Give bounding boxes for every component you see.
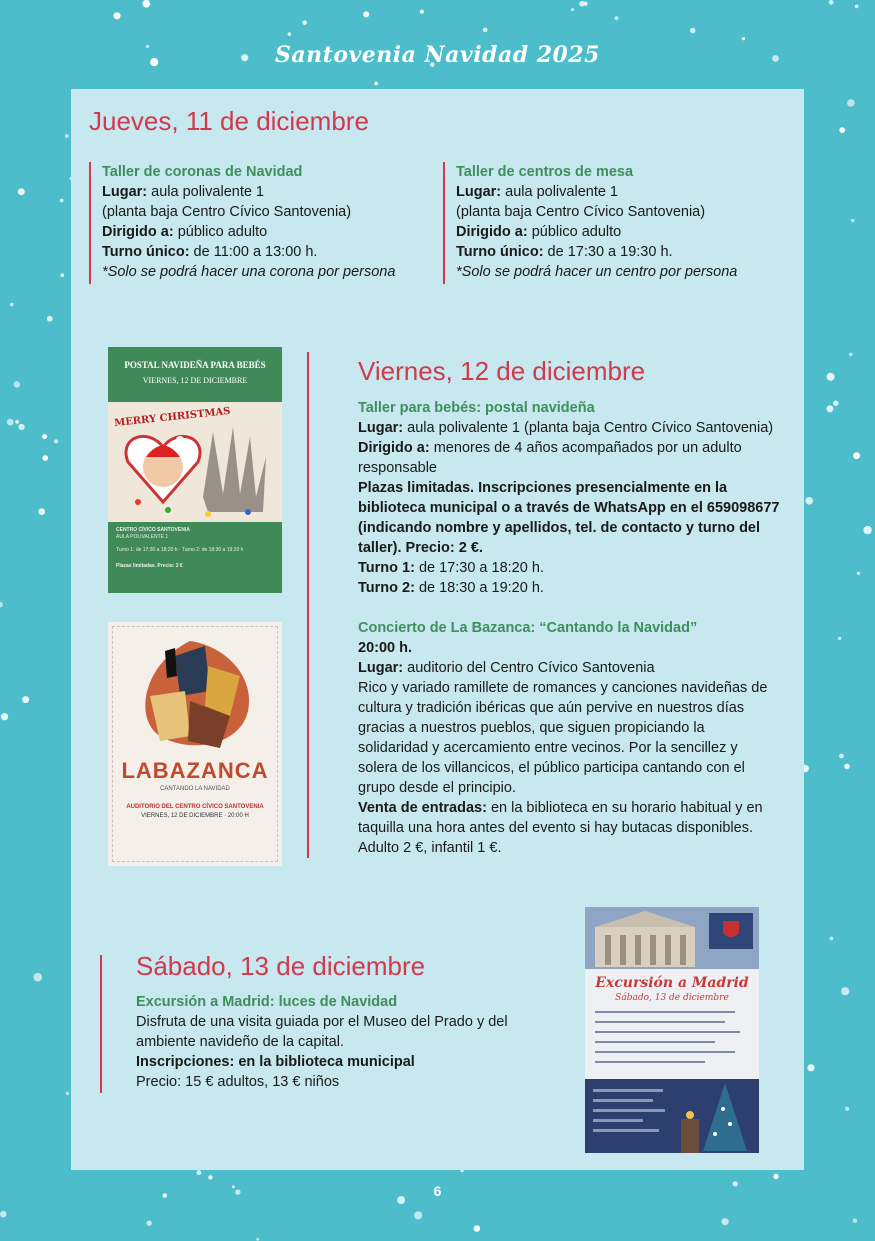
snowflake xyxy=(414,1211,422,1219)
snowflake xyxy=(863,526,871,534)
snowflake xyxy=(22,696,29,703)
snowflake xyxy=(773,1174,778,1179)
event-place xyxy=(456,182,776,202)
christmas-tree-illustration xyxy=(585,1079,759,1153)
snowflake xyxy=(571,8,574,11)
event-tickets xyxy=(358,798,776,858)
snowflake xyxy=(374,82,378,86)
event-note: *Solo se podrá hacer un centro por persona xyxy=(456,264,738,280)
friday-title: Viernes, 12 de diciembre xyxy=(358,356,646,386)
audience-value: menores de 4 años acompañados por un adulto responsable xyxy=(358,440,742,476)
la-bazanca-poster xyxy=(108,622,282,866)
poster-band-name: LABAZANCA xyxy=(121,758,269,783)
snowflake xyxy=(43,455,49,461)
snowflake xyxy=(288,32,291,35)
event-place-detail: (planta baja Centro Cívico Santovenia) xyxy=(456,204,706,220)
thursday-left-event xyxy=(102,162,432,282)
saturday-event xyxy=(136,992,536,1092)
snowflake xyxy=(845,1107,849,1111)
snowflake xyxy=(19,424,25,430)
event-description: Rico y variado ramillete de romances y canciones navideñas de cultura y tradición ibéricas que aún pervive en nuestros días gracias a nuestros pueblos, que siguen propiciando la solidaridad y acercamiento entre vecinos. Por la sencillez y solera de los villancicos, el público participa cantando con el grupo desde el principio. xyxy=(358,680,768,796)
place-label: Lugar: xyxy=(358,660,404,676)
event-heading: Concierto de La Bazanca: “Cantando la Navidad” xyxy=(358,620,698,636)
audience-label: Dirigido a: xyxy=(358,440,430,456)
snowflake xyxy=(1,713,8,720)
thursday-right-rule xyxy=(443,162,445,284)
slot-label: Turno único: xyxy=(102,244,190,260)
poster-info: Plazas limitadas. Precio: 2 € xyxy=(116,563,183,569)
event-slot xyxy=(102,242,432,262)
audience-label: Dirigido a: xyxy=(456,224,528,240)
snowflake xyxy=(829,0,834,5)
event-place-detail: (planta baja Centro Cívico Santovenia) xyxy=(102,204,352,220)
place-label: Lugar: xyxy=(102,184,148,200)
page-number: 6 xyxy=(433,1183,442,1199)
poster-venue: CENTRO CÍVICO SANTOVENIA xyxy=(116,527,190,533)
event-heading: Taller de coronas de Navidad xyxy=(102,164,303,180)
event-audience xyxy=(456,222,776,242)
poster-title: POSTAL NAVIDEÑA PARA BEBÉS xyxy=(124,360,266,370)
place-label: Lugar: xyxy=(358,420,404,436)
snowflake xyxy=(474,1225,481,1232)
slot-label: Turno 2: xyxy=(358,580,415,596)
snowflake xyxy=(256,1238,259,1241)
slot-value: de 18:30 a 19:20 h. xyxy=(414,580,544,596)
snowflake xyxy=(844,764,850,770)
snowflake xyxy=(10,303,14,307)
event-audience xyxy=(102,222,432,242)
saturday-title: Sábado, 13 de diciembre xyxy=(136,951,426,981)
event-heading: Taller de centros de mesa xyxy=(456,164,634,180)
poster-title: Excursión a Madrid xyxy=(595,975,749,991)
header-title: Santovenia Navidad 2025 xyxy=(275,42,600,68)
snowflake xyxy=(833,401,838,406)
snowflake xyxy=(420,10,424,14)
poster-text-line xyxy=(595,1031,740,1033)
poster-text-line xyxy=(595,1011,735,1013)
snowflake xyxy=(142,0,150,8)
poster-photo xyxy=(108,402,282,522)
poster-subtitle: CANTANDO LA NAVIDAD xyxy=(160,786,230,792)
snowflake xyxy=(742,37,745,40)
poster-date: VIERNES, 12 DE DICIEMBRE · 20:00 H xyxy=(141,813,249,819)
tickets-label: Venta de entradas: xyxy=(358,800,487,816)
place-value: auditorio del Centro Cívico Santovenia xyxy=(403,660,655,676)
tickets-value: en la biblioteca en su horario habitual y en taquilla una hora antes del evento si hay butacas disponibles. Adulto 2 €, infantil 1 €. xyxy=(358,800,763,856)
audience-value: público adulto xyxy=(173,224,268,240)
slot-label: Turno 1: xyxy=(358,560,415,576)
snowflake xyxy=(853,452,860,459)
snowflake xyxy=(826,405,833,412)
snowflake xyxy=(615,16,619,20)
slot-label: Turno único: xyxy=(456,244,544,260)
slot-value: de 11:00 a 13:00 h. xyxy=(189,244,318,260)
snowflake xyxy=(839,127,845,133)
snowflake xyxy=(196,1170,201,1175)
poster-text-line xyxy=(595,1021,725,1023)
slot-value: de 17:30 a 18:20 h. xyxy=(414,560,544,576)
event-slot-2 xyxy=(358,578,783,598)
saturday-rule xyxy=(100,955,102,1093)
baby-postcard-poster xyxy=(108,347,282,593)
snowflake xyxy=(208,1175,212,1179)
event-place xyxy=(102,182,432,202)
snowflake xyxy=(54,439,58,443)
thursday-right-event xyxy=(456,162,776,282)
snowflake xyxy=(47,316,53,322)
snowflake xyxy=(113,12,120,19)
poster-slots: Turno 1: de 17:30 a 18:20 h · Turno 2: de 18:30 a 19:20 h xyxy=(116,547,244,553)
museum-illustration xyxy=(585,907,759,969)
poster-venue: AUDITORIO DEL CENTRO CÍVICO SANTOVENIA xyxy=(126,804,264,810)
madrid-trip-poster xyxy=(585,907,759,1153)
event-heading: Excursión a Madrid: luces de Navidad xyxy=(136,994,398,1010)
event-place xyxy=(358,658,776,678)
audience-label: Dirigido a: xyxy=(102,224,174,240)
friday-concert-event xyxy=(358,618,776,858)
snowflake xyxy=(0,1211,6,1217)
snowflake xyxy=(60,273,64,277)
event-heading: Taller para bebés: postal navideña xyxy=(358,400,595,416)
snowflake xyxy=(722,1218,729,1225)
snowflake xyxy=(146,1221,151,1226)
snowflake xyxy=(579,1,585,7)
event-slot-1 xyxy=(358,558,783,578)
poster-night-photo xyxy=(585,1079,759,1153)
snowflake xyxy=(0,602,3,608)
poster-text-line xyxy=(595,1051,735,1053)
snowflake xyxy=(15,420,19,424)
snowflake xyxy=(849,353,853,357)
place-value: aula polivalente 1 xyxy=(501,184,619,200)
slot-value: de 17:30 a 19:30 h. xyxy=(543,244,673,260)
poster-date: Sábado, 13 de diciembre xyxy=(615,993,729,1003)
event-registration: Inscripciones: en la biblioteca municipal xyxy=(136,1054,415,1070)
snowflake xyxy=(839,754,844,759)
poster-greeting: MERRY CHRISTMAS xyxy=(113,405,231,430)
event-registration: Plazas limitadas. Inscripciones presencialmente en la biblioteca municipal o a través de WhatsApp en el 659098677 (indicando nombre y apellidos, tel. de contacto y turno del taller). Precio: 2 €. xyxy=(358,480,780,556)
snowflake xyxy=(853,1219,857,1223)
poster-text-line xyxy=(595,1041,715,1043)
event-slot xyxy=(456,242,776,262)
event-time: 20:00 h. xyxy=(358,640,412,656)
thursday-left-rule xyxy=(89,162,91,284)
friday-baby-event xyxy=(358,398,783,598)
event-description: Disfruta de una visita guiada por el Museo del Prado y del ambiente navideño de la capital. xyxy=(136,1014,508,1050)
snowflake xyxy=(807,1064,814,1071)
thursday-title-day: Jueves, 11 xyxy=(89,106,221,136)
snowflake xyxy=(841,987,849,995)
poster-date: VIERNES, 12 DE DICIEMBRE xyxy=(142,376,248,385)
thursday-title-month: de diciembre xyxy=(220,106,369,136)
snowflake xyxy=(38,508,45,515)
snowflake xyxy=(805,497,813,505)
snowflake xyxy=(302,21,306,25)
snowflake xyxy=(838,637,841,640)
snowflake xyxy=(34,973,43,982)
snowflake xyxy=(857,572,860,575)
snowflake xyxy=(847,99,855,107)
snowflake xyxy=(60,199,64,203)
event-place xyxy=(358,418,783,438)
snowflake xyxy=(830,937,834,941)
snowflake xyxy=(14,381,20,387)
snowflake xyxy=(483,28,488,33)
friday-rule xyxy=(307,352,309,858)
poster-text-line xyxy=(595,1061,705,1063)
thursday-title xyxy=(89,106,369,136)
snowflake xyxy=(855,5,859,9)
place-label: Lugar: xyxy=(456,184,502,200)
snowflake xyxy=(65,134,69,138)
snowflake xyxy=(851,219,855,223)
event-price: Precio: 15 € adultos, 13 € niños xyxy=(136,1074,340,1090)
event-audience xyxy=(358,438,783,478)
snowflake xyxy=(827,373,835,381)
event-note: *Solo se podrá hacer una corona por persona xyxy=(102,264,396,280)
poster-room: AULA POLIVALENTE 1 xyxy=(116,534,169,540)
bazanca-illustration xyxy=(130,636,260,756)
snowflake xyxy=(18,188,25,195)
place-value: aula polivalente 1 (planta baja Centro Cívico Santovenia) xyxy=(403,420,774,436)
snowflake xyxy=(690,28,696,34)
place-value: aula polivalente 1 xyxy=(147,184,265,200)
audience-value: público adulto xyxy=(527,224,622,240)
snowflake xyxy=(363,11,369,17)
poster-museum-photo xyxy=(585,907,759,969)
snowflake xyxy=(42,434,47,439)
snowflake xyxy=(66,1092,69,1095)
snowflake xyxy=(7,419,14,426)
